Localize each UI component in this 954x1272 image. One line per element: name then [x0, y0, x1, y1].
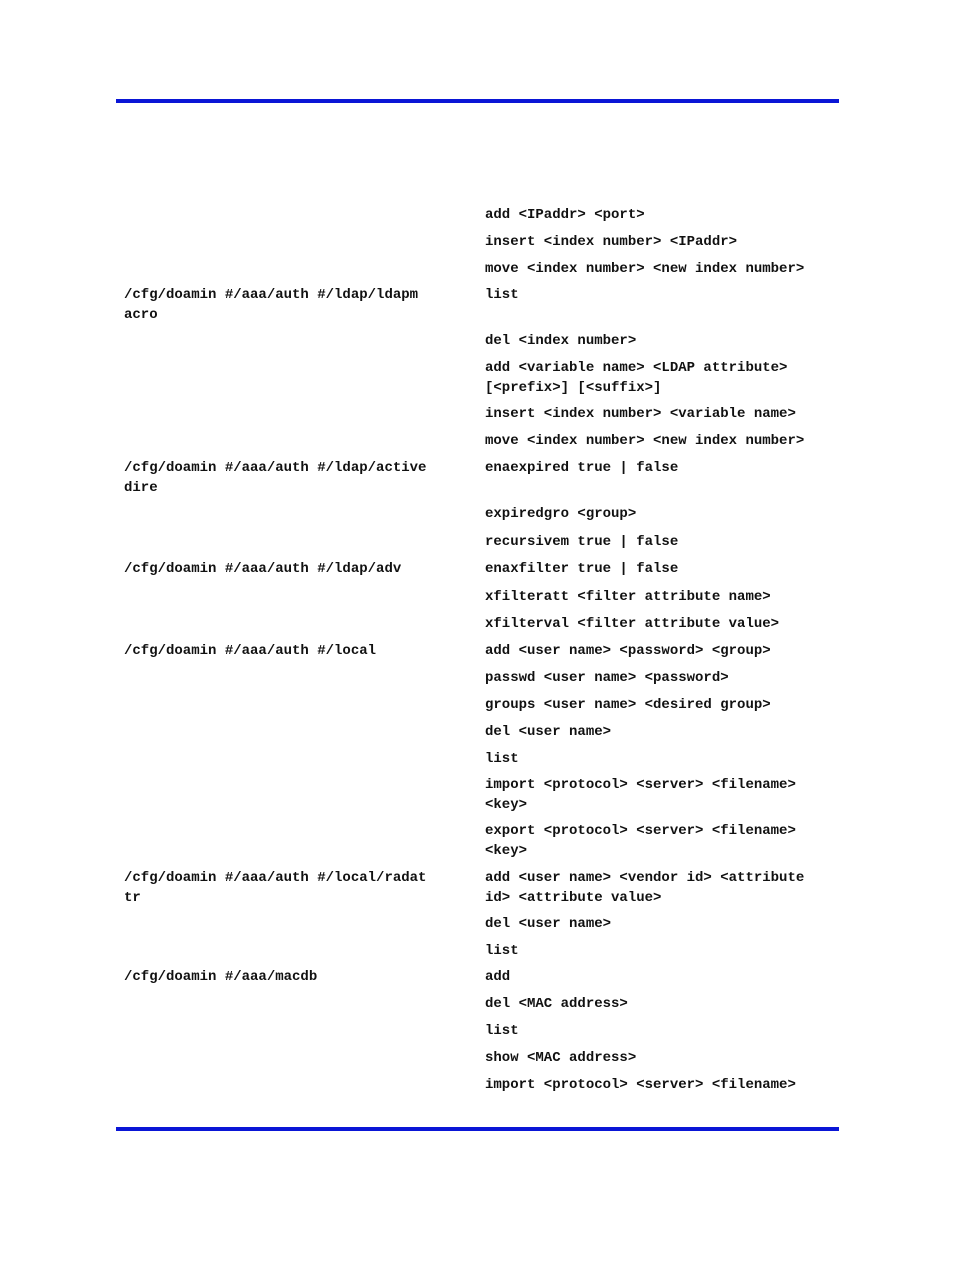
command: export <protocol> <server> <filename> <key>	[485, 823, 796, 859]
command: xfilterval <filter attribute value>	[485, 616, 780, 632]
command: expiredgro <group>	[485, 506, 637, 522]
command: move <index number> <new index number>	[485, 433, 805, 449]
command: add	[485, 969, 511, 985]
command: list	[485, 943, 519, 959]
command: insert <index number> <IPaddr>	[485, 234, 738, 250]
command: import <protocol> <server> <filename>	[485, 1077, 796, 1093]
menu-path: /cfg/doamin #/aaa/auth #/ldap/adv	[124, 561, 402, 577]
command: recursivem true | false	[485, 534, 679, 550]
menu-path: /cfg/doamin #/aaa/macdb	[124, 969, 318, 985]
command: list	[485, 751, 519, 767]
command: list	[485, 1023, 519, 1039]
footer-rule	[116, 1127, 839, 1131]
command: list	[485, 287, 519, 303]
command: move <index number> <new index number>	[485, 261, 805, 277]
command: show <MAC address>	[485, 1050, 637, 1066]
command: add <user name> <password> <group>	[485, 643, 771, 659]
command: passwd <user name> <password>	[485, 670, 729, 686]
command: xfilteratt <filter attribute name>	[485, 589, 771, 605]
command: add <IPaddr> <port>	[485, 207, 645, 223]
menu-path: /cfg/doamin #/aaa/auth #/ldap/active dire	[124, 460, 427, 496]
command: add <user name> <vendor id> <attribute id> <attribute value>	[485, 870, 805, 906]
command: insert <index number> <variable name>	[485, 406, 796, 422]
menu-path: /cfg/doamin #/aaa/auth #/local	[124, 643, 377, 659]
command: enaexpired true | false	[485, 460, 679, 476]
command: del <index number>	[485, 333, 637, 349]
command: add <variable name> <LDAP attribute> [<prefix>] [<suffix>]	[485, 360, 788, 396]
menu-path: /cfg/doamin #/aaa/auth #/ldap/ldapm acro	[124, 287, 419, 323]
command: groups <user name> <desired group>	[485, 697, 771, 713]
menu-path: /cfg/doamin #/aaa/auth #/local/radat tr	[124, 870, 427, 906]
command: del <MAC address>	[485, 996, 628, 1012]
command: del <user name>	[485, 724, 612, 740]
command: enaxfilter true | false	[485, 561, 679, 577]
command: import <protocol> <server> <filename> <key>	[485, 777, 796, 813]
header-rule	[116, 99, 839, 103]
command: del <user name>	[485, 916, 612, 932]
